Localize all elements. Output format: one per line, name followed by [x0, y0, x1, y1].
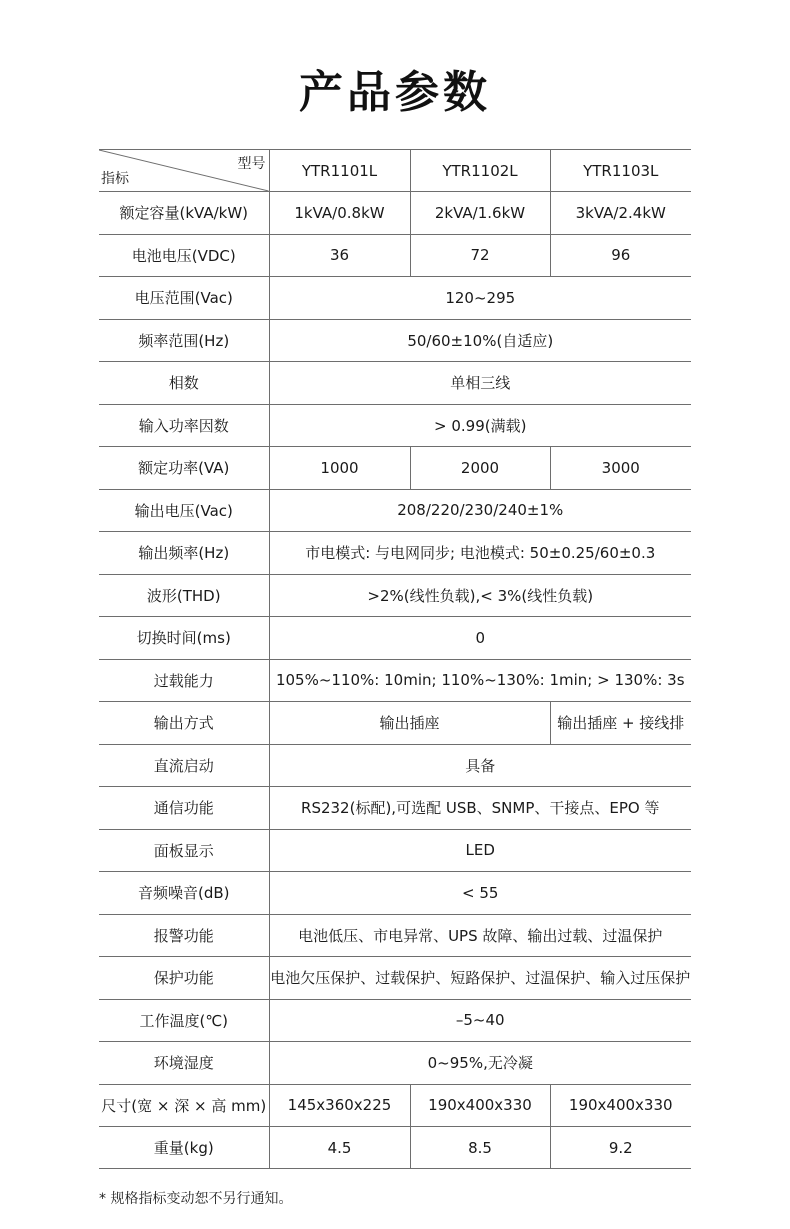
cell-value: 2kVA/1.6kW — [410, 192, 550, 235]
table-row — [99, 617, 691, 660]
table-row — [99, 489, 691, 532]
cell-value: 电池欠压保护、过载保护、短路保护、过温保护、输入过压保护 — [269, 957, 691, 1000]
cell-value: 3kVA/2.4kW — [550, 192, 691, 235]
cell-value: 96 — [550, 234, 691, 277]
cell-value: < 55 — [269, 872, 691, 915]
cell-value: 电池低压、市电异常、UPS 故障、输出过载、过温保护 — [269, 914, 691, 957]
model-header-2: YTR1102L — [410, 150, 550, 192]
row-label: 工作温度(℃) — [99, 999, 269, 1042]
table-row — [99, 447, 691, 490]
table-row — [99, 362, 691, 405]
cell-value: 1kVA/0.8kW — [269, 192, 410, 235]
row-label: 重量(kg) — [99, 1127, 269, 1169]
table-row — [99, 1127, 691, 1169]
model-header-3: YTR1103L — [550, 150, 691, 192]
row-label: 通信功能 — [99, 787, 269, 830]
row-label: 过载能力 — [99, 659, 269, 702]
corner-metric-label: 指标 — [101, 171, 129, 187]
row-label: 电压范围(Vac) — [99, 277, 269, 320]
table-row — [99, 914, 691, 957]
cell-value: 190x400x330 — [550, 1084, 691, 1127]
table-row — [99, 234, 691, 277]
table-row — [99, 999, 691, 1042]
row-label: 额定容量(kVA/kW) — [99, 192, 269, 235]
cell-value: LED — [269, 829, 691, 872]
cell-value: RS232(标配),可选配 USB、SNMP、干接点、EPO 等 — [269, 787, 691, 830]
cell-value: 2000 — [410, 447, 550, 490]
cell-value: 145x360x225 — [269, 1084, 410, 1127]
cell-value: > 0.99(满载) — [269, 404, 691, 447]
corner-model-label: 型号 — [237, 156, 266, 172]
cell-value: 具备 — [269, 744, 691, 787]
cell-value: 输出插座 + 接线排 — [550, 702, 691, 745]
row-label: 切换时间(ms) — [99, 617, 269, 660]
row-label: 环境湿度 — [99, 1042, 269, 1085]
cell-value: >2%(线性负载),< 3%(线性负载) — [269, 574, 691, 617]
row-label: 面板显示 — [99, 829, 269, 872]
row-label: 输出方式 — [99, 702, 269, 745]
table-row — [99, 404, 691, 447]
cell-value: 单相三线 — [269, 362, 691, 405]
page-title: 产品参数 — [299, 67, 491, 118]
cell-value: 190x400x330 — [410, 1084, 550, 1127]
cell-value: 208/220/230/240±1% — [269, 489, 691, 532]
row-label: 尺寸(宽 × 深 × 高 mm) — [99, 1084, 269, 1127]
header-corner-cell — [99, 150, 269, 192]
row-label: 输出频率(Hz) — [99, 532, 269, 575]
table-row — [99, 319, 691, 362]
table-row — [99, 192, 691, 235]
table-row — [99, 744, 691, 787]
model-header-1: YTR1101L — [269, 150, 410, 192]
table-row — [99, 574, 691, 617]
table-row — [99, 787, 691, 830]
table-row — [99, 829, 691, 872]
cell-value: 8.5 — [410, 1127, 550, 1169]
table-row — [99, 1084, 691, 1127]
row-label: 电池电压(VDC) — [99, 234, 269, 277]
row-label: 报警功能 — [99, 914, 269, 957]
footnote: * 规格指标变动恕不另行通知。 — [99, 1191, 293, 1207]
row-label: 频率范围(Hz) — [99, 319, 269, 362]
table-header-row — [99, 150, 691, 192]
row-label: 输入功率因数 — [99, 404, 269, 447]
row-label: 额定功率(VA) — [99, 447, 269, 490]
cell-value: 市电模式: 与电网同步; 电池模式: 50±0.25/60±0.3 — [269, 532, 691, 575]
cell-value: 0 — [269, 617, 691, 660]
row-label: 相数 — [99, 362, 269, 405]
cell-value: 120~295 — [269, 277, 691, 320]
row-label: 直流启动 — [99, 744, 269, 787]
cell-value: 105%~110%: 10min; 110%~130%: 1min; > 130%: 3s — [269, 659, 691, 702]
row-label: 输出电压(Vac) — [99, 489, 269, 532]
row-label: 音频噪音(dB) — [99, 872, 269, 915]
spec-table — [99, 149, 691, 1169]
row-label: 波形(THD) — [99, 574, 269, 617]
cell-value: 输出插座 — [269, 702, 550, 745]
cell-value: –5~40 — [269, 999, 691, 1042]
table-row — [99, 872, 691, 915]
cell-value: 3000 — [550, 447, 691, 490]
table-row — [99, 659, 691, 702]
table-row — [99, 532, 691, 575]
cell-value: 72 — [410, 234, 550, 277]
table-row — [99, 702, 691, 745]
cell-value: 1000 — [269, 447, 410, 490]
cell-value: 36 — [269, 234, 410, 277]
cell-value: 50/60±10%(自适应) — [269, 319, 691, 362]
table-row — [99, 1042, 691, 1085]
cell-value: 0~95%,无冷凝 — [269, 1042, 691, 1085]
row-label: 保护功能 — [99, 957, 269, 1000]
table-row — [99, 957, 691, 1000]
table-row — [99, 277, 691, 320]
cell-value: 9.2 — [550, 1127, 691, 1169]
cell-value: 4.5 — [269, 1127, 410, 1169]
